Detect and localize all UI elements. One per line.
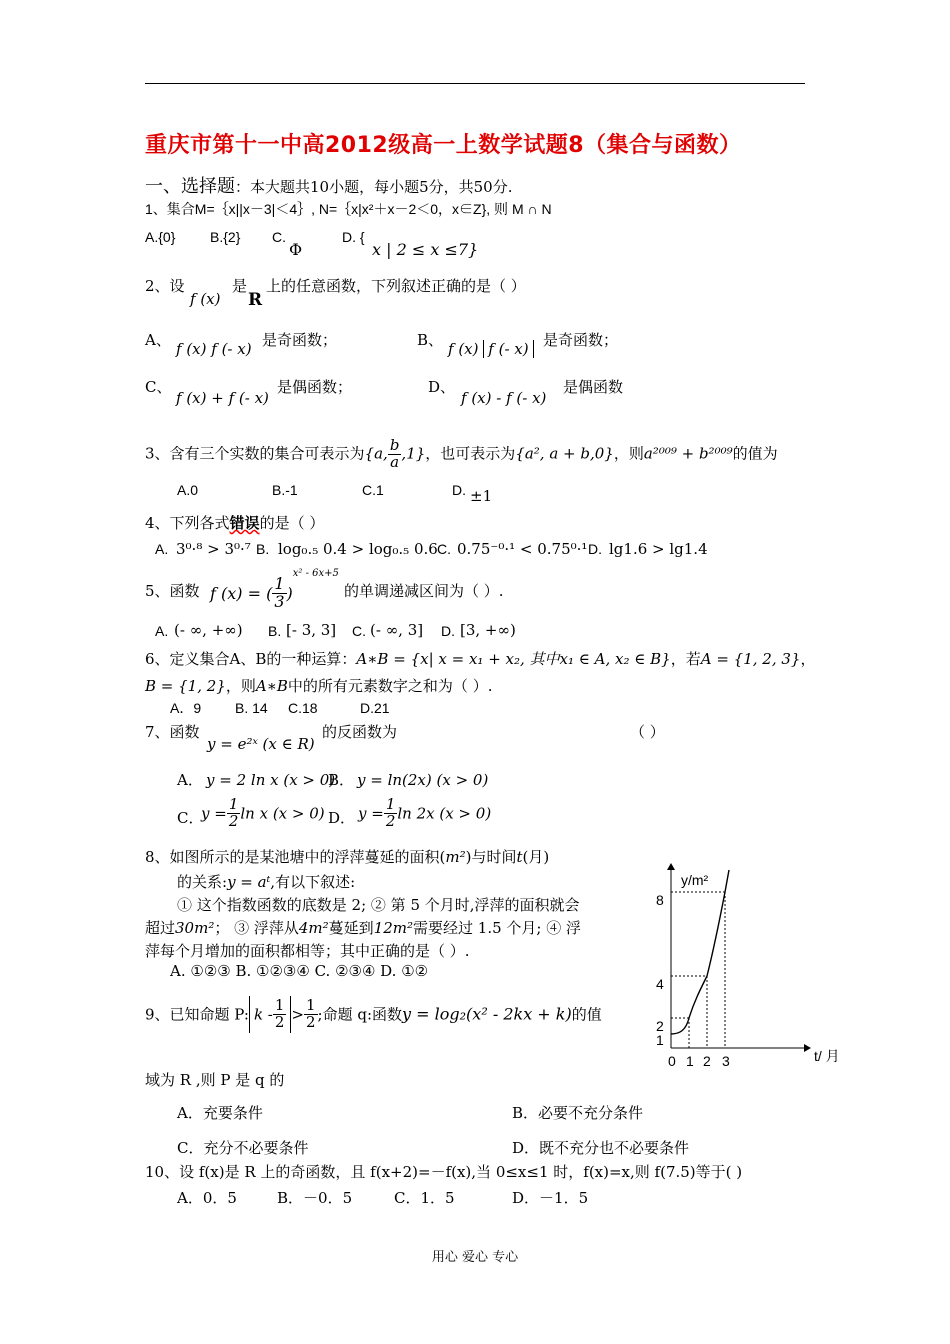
q5-option-c-math: (- ∞, 3] — [370, 621, 424, 639]
q4-option-b: B. — [256, 541, 270, 557]
q3-option-b: B.-1 — [272, 482, 298, 498]
y-tick-8: 8 — [656, 892, 664, 908]
q6-option-a: A．9 — [170, 700, 202, 716]
q5-option-b: B. — [268, 623, 282, 639]
section-header — [145, 176, 513, 198]
q4-option-d-math: lg1.6 > lg1.4 — [609, 540, 708, 558]
q10-option-a: A．0．5 — [177, 1189, 237, 1207]
y-tick-1: 1 — [656, 1032, 664, 1048]
q5-option-d-math: [3, +∞) — [460, 621, 516, 639]
y-tick-2: 2 — [656, 1018, 664, 1034]
q2-option-a-post: 是奇函数； — [262, 331, 338, 349]
q2-option-c: C、 — [145, 378, 172, 396]
page-footer: 用心 爱心 专心 — [431, 1250, 519, 1265]
q9-stem: 9、已知命题 P: k - $\frac{1}{2}$ > $\frac{1}{2}$ ;命题 q:函数y = log₂(x² - 2kx + k)的值 — [145, 996, 602, 1031]
q6-option-b: B. 14 — [235, 700, 268, 716]
q8-line2: 的关系:y = aᵗ,有以下叙述: — [177, 873, 356, 891]
q2-option-d: D、 — [428, 378, 456, 396]
section-heading: 一、选择题 — [145, 176, 235, 197]
q7-option-b: B． — [328, 771, 355, 789]
q6-option-d: D.21 — [360, 700, 390, 716]
q1-option-d-math: x | 2 ≤ x ≤7} — [372, 240, 479, 259]
q7-function: y = e²ˣ (x ∈ R) — [207, 735, 315, 753]
q3-option-d: D. — [452, 482, 466, 498]
q7-option-c: C． — [177, 809, 204, 827]
q10-option-b: B．－0．5 — [277, 1189, 353, 1207]
q9-option-d: D．既不充分也不必要条件 — [512, 1139, 690, 1157]
q7-option-d: D． — [328, 809, 356, 827]
q10-option-d: D．－1．5 — [512, 1189, 589, 1207]
page-title: 重庆市第十一中高2012级高一上数学试题8（集合与函数） — [145, 133, 742, 158]
q1-option-c: C. — [272, 229, 286, 245]
section-desc: ：本大题共10小题，每小题5分，共50分. — [235, 178, 513, 196]
q9-option-c: C．充分不必要条件 — [177, 1139, 309, 1157]
q8-line5: 萍每个月增加的面积都相等；其中正确的是（ ）. — [145, 942, 470, 960]
q3-option-a: A.0 — [177, 482, 199, 498]
q2-stem-post: 上的任意函数，下列叙述正确的是（ ） — [266, 277, 526, 295]
y-axis-arrow — [667, 863, 675, 870]
q2-option-b: B、 — [417, 331, 444, 349]
x-tick-3: 3 — [722, 1053, 730, 1069]
q7-answer-paren: （ ） — [630, 723, 665, 741]
q8-line1: 8、如图所示的是某池塘中的浮萍蔓延的面积(m²)与时间t(月) — [145, 848, 550, 866]
q9-abs: k - $\frac{1}{2}$ — [249, 996, 291, 1033]
q7-option-a: A． — [177, 771, 203, 789]
q2-stem-fx: f (x) — [190, 290, 221, 308]
q9-option-b: B．必要不充分条件 — [512, 1104, 644, 1122]
q5-option-a: A. — [155, 623, 169, 639]
q4-stem: 4、下列各式错误的是（ ） — [145, 514, 325, 532]
q4-option-a-math: 3⁰·⁸ > 3⁰·⁷ — [176, 540, 251, 558]
q3-stem: 3、含有三个实数的集合可表示为{a, $\frac{b}{a}$ ,1}，也可表示为{a², a + b,0}，则a²⁰⁰⁹ + b²⁰⁰⁹的值为 — [145, 436, 778, 471]
q4-option-c: C. — [437, 541, 451, 557]
q10-stem: 10、设 f(x)是 R 上的奇函数，且 f(x+2)=－f(x),当 0≤x≤1 时，f(x)=x,则 f(7.5)等于( ) — [145, 1163, 743, 1181]
q7-c-fraction: $\frac{1}{2}$ — [228, 795, 239, 830]
q7-option-d-math: y = $\frac{1}{2}$ ln 2x (x > 0) — [358, 795, 492, 830]
q3-option-d-math: ±1 — [470, 487, 493, 505]
q3-option-c: C.1 — [362, 482, 384, 498]
q7-option-c-math: y = $\frac{1}{2}$ ln x (x > 0) — [201, 795, 325, 830]
graph-ylabel: y/m² — [681, 872, 709, 888]
q5-option-a-math: (- ∞, +∞) — [174, 621, 243, 639]
q2-stem-mid: 是 — [232, 277, 248, 295]
growth-graph — [648, 858, 858, 1078]
q2-option-d-math: f (x) - f (- x) — [461, 389, 547, 407]
q5-option-b-math: [- 3, 3] — [286, 621, 337, 639]
q1-option-a: A.{0} — [145, 229, 176, 245]
q5-stem-post: 的单调递减区间为（ ）. — [344, 582, 504, 600]
q1-stem: 1、集合M=｛x||x－3|＜4｝, N=｛x|x²＋x－2＜0，x∈Z}, 则 M ∩ N — [145, 201, 552, 217]
q2-option-b-post: 是奇函数； — [543, 331, 619, 349]
q7-option-a-math: y = 2 ln x (x > 0) — [206, 771, 336, 789]
q2-option-d-post: 是偶函数 — [563, 378, 624, 396]
q2-stem-pre: 2、设 — [145, 277, 185, 295]
q6-line1: 6、定义集合A、B的一种运算：A∗B = {x| x = x₁ + x₂, 其中x₁ ∈ A, x₂ ∈ B}，若A = {1, 2, 3}， — [145, 650, 816, 668]
q5-option-c: C. — [352, 623, 366, 639]
q2-option-c-math: f (x) + f (- x) — [176, 389, 269, 407]
x-tick-1: 1 — [686, 1053, 694, 1069]
q7-d-fraction: $\frac{1}{2}$ — [385, 795, 396, 830]
q6-option-c: C.18 — [288, 700, 318, 716]
q3-fraction: $\frac{b}{a}$ — [389, 436, 400, 471]
q1-option-c-math: Φ — [289, 240, 303, 259]
q4-option-a: A. — [155, 541, 169, 557]
q9-line2: 域为 R ,则 P 是 q 的 — [145, 1071, 285, 1089]
q2-option-a: A、 — [145, 331, 171, 349]
q4-option-b-math: log₀.₅ 0.4 > log₀.₅ 0.6 — [278, 540, 438, 558]
graph-xlabel: t/ 月 — [814, 1048, 840, 1064]
x-tick-0: 0 — [668, 1053, 676, 1069]
q5-fraction: $\frac{1}{3}$ — [274, 574, 285, 611]
q8-line4: 超过30m²； ③ 浮萍从4m²蔓延到12m²需要经过 1.5 个月; ④ 浮 — [145, 919, 581, 937]
q5-stem-pre: 5、函数 — [145, 582, 200, 600]
y-tick-4: 4 — [656, 976, 664, 992]
q2-option-b-math: f (x) f (- x) — [448, 340, 534, 358]
x-axis-arrow — [804, 1044, 811, 1052]
q4-option-c-math: 0.75⁻⁰·¹ < 0.75⁰·¹ — [457, 540, 588, 558]
top-rule — [145, 83, 805, 84]
q10-option-c: C．1．5 — [394, 1189, 455, 1207]
q7-option-b-math: y = ln(2x) (x > 0) — [357, 771, 489, 789]
q5-function: f (x) = ( $\frac{1}{3}$ )$^{x^2 - 6x+5}$ — [210, 568, 339, 611]
q2-option-a-math: f (x) f (- x) — [176, 340, 252, 358]
x-tick-2: 2 — [703, 1053, 711, 1069]
q1-option-b: B.{2} — [210, 229, 241, 245]
q9-option-a: A．充要条件 — [177, 1104, 263, 1122]
q8-options: A. ①②③ B. ①②③④ C. ②③④ D. ①② — [170, 962, 429, 980]
q2-stem-r: R — [248, 290, 263, 310]
q8-line3: ① 这个指数函数的底数是 2; ② 第 5 个月时,浮萍的面积就会 — [177, 896, 580, 914]
q5-option-d: D. — [441, 623, 455, 639]
q6-line2: B = {1, 2}，则A∗B中的所有元素数字之和为（ ）. — [145, 677, 493, 695]
q4-option-d: D. — [588, 541, 602, 557]
q7-stem-post: 的反函数为 — [322, 723, 398, 741]
q2-option-c-post: 是偶函数； — [277, 378, 353, 396]
growth-curve — [671, 870, 729, 1034]
q7-stem-pre: 7、函数 — [145, 723, 200, 741]
q1-option-d: D. { — [342, 229, 365, 245]
